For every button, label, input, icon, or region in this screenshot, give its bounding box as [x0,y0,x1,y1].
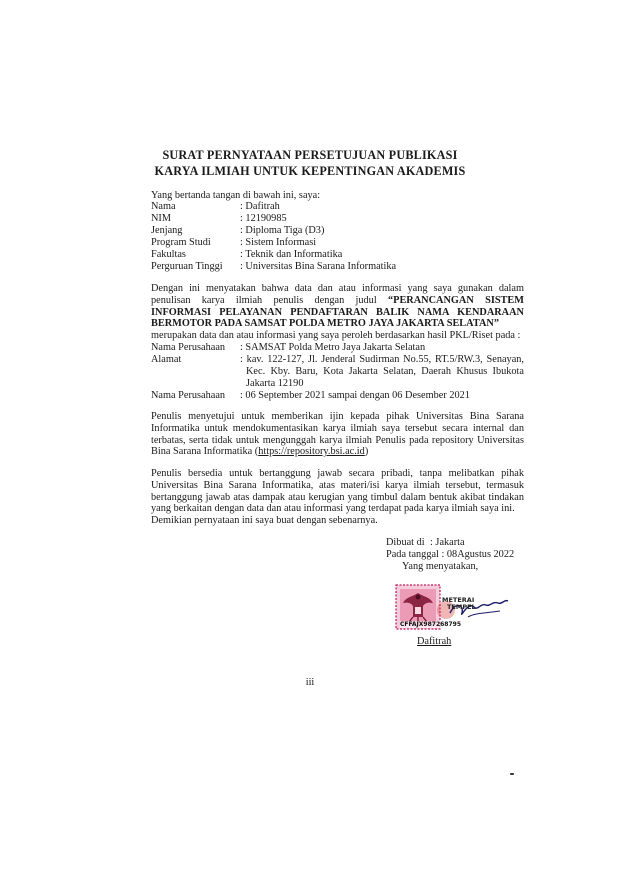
period-label: Nama Perusahaan [151,390,226,401]
identity-value: : Diploma Tiga (D3) [240,225,325,236]
identity-value: : 12190985 [240,213,287,224]
identity-label: Perguruan Tinggi [151,261,223,272]
para-line [151,295,524,307]
thesis-title-start: “PERANCANGAN SISTEM [388,294,525,306]
period-value: : 06 September 2021 sampai dengan 06 Desember 2021 [240,390,470,401]
company-address-label: Alamat [151,354,182,365]
company-name-label: Nama Perusahaan [151,342,226,353]
para-line: Demikian pernyataan ini saya buat dengan sebenarnya. [151,515,378,527]
company-address [240,354,524,389]
identity-label: Nama [151,201,176,212]
para-line: Penulis menyetujui untuk memberikan ijin kepada pihak Universitas Bina Sarana [151,411,524,422]
stamp-text: METERAI [442,596,475,604]
company-name-value: : SAMSAT Polda Metro Jaya Jakarta Selatan [240,342,426,353]
date-line: Pada tanggal : 08Agustus 2022 [386,549,515,560]
para-line: Penulis bersedia untuk bertanggung jawab secara pribadi, tanpa melibatkan pihak [151,468,524,479]
para-line-text: penulisan karya ilmiah penulis dengan judul [151,294,377,306]
declarant-text: Yang menyatakan, [402,561,479,572]
place-value: : Jakarta [430,537,465,548]
signatory-name: Dafitrah [417,636,452,647]
para-line: yang berkaitan dengan data dan atau informasi yang terdapat pada karya ilmiah saya ini. [151,503,515,515]
consent-paragraph [151,411,524,458]
identity-label: Jenjang [151,225,183,236]
identity-label: Fakultas [151,249,186,260]
para-line: bertanggung jawab atas dampak atau kerugian yang timbul dalam bentuk akibat tindakan [151,491,524,503]
para-line-text: Bina Sarana Informatika ( [151,446,259,458]
identity-value: : Teknik dan Informatika [240,249,343,260]
identity-value: : Dafitrah [240,201,280,212]
meterai-stamp [394,583,512,633]
title-line-1: SURAT PERNYATAAN PERSETUJUAN PUBLIKASI [162,148,458,162]
para-line: Dengan ini menyatakan bahwa data dan atau informasi yang saya gunakan dalam [151,283,524,294]
responsibility-paragraph [151,468,524,527]
identity-value: : Universitas Bina Sarana Informatika [240,261,397,272]
title-line-2: KARYA ILMIAH UNTUK KEPENTINGAN AKADEMIS [154,164,466,178]
repository-link[interactable]: https://repository.bsi.ac.id [258,446,365,458]
intro-text: Yang bertanda tangan di bawah ini, saya: [151,190,321,201]
para-line: merupakan data dan atau informasi yang saya peroleh berdasarkan hasil PKL/Riset pada : [151,330,521,342]
page-number: iii [305,677,315,688]
scan-speck [510,773,514,775]
stamp-serial: CFFAJX987268795 [400,621,461,628]
para-line [151,446,524,458]
para-line: Universitas Bina Sarana Informatika, atas materi/isi karya ilmiah tersebut, termasuk [151,479,524,491]
statement-paragraph [151,283,524,342]
para-line-text: ) [364,446,369,458]
para-line: terbatas, serta tidak untuk mengunggah karya ilmiah Penulis pada repository Universitas [151,434,524,446]
stamp-label [442,597,476,611]
stamp-text: TEMPEL [447,603,476,611]
para-line: Informatika untuk mendokumentasikan karya ilmiah saya tersebut secara internal dan [151,422,524,434]
thesis-title-line: BERMOTOR PADA SAMSAT POLDA METRO JAYA JAKARTA SELATAN” [151,318,499,330]
thesis-title-line: INFORMASI PELAYANAN PENDAFTARAN BALIK NAMA KENDARAAN [151,306,524,318]
identity-label: Program Studi [151,237,211,248]
identity-label: NIM [151,213,172,224]
address-line: : kav. 122-127, Jl. Jenderal Sudirman No.55, RT.5/RW.3, Senayan, [240,354,524,365]
address-line: Kec. Kby. Baru, Kota Jakarta Selatan, Daerah Khusus Ibukota [246,365,524,377]
address-line: Jakarta 12190 [246,377,304,389]
identity-value: : Sistem Informasi [240,237,317,248]
place-label: Dibuat di [386,537,425,548]
